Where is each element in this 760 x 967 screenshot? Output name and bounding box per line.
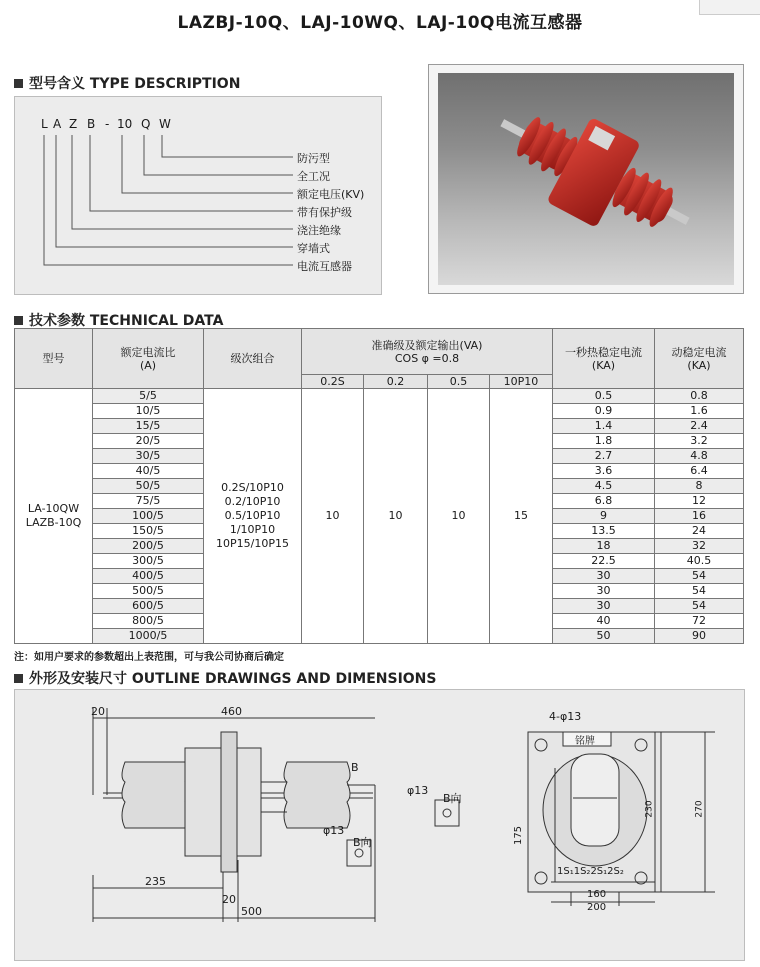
ratio-cell: 500/5: [93, 584, 204, 599]
header-model: 型号: [15, 329, 93, 389]
type-description-panel: [14, 96, 382, 295]
header-sub: 0.2: [364, 375, 428, 389]
model-cell: [15, 389, 93, 644]
header-thermal: [553, 329, 655, 389]
dynamic-cell: 3.2: [655, 434, 744, 449]
ratio-cell: 1000/5: [93, 629, 204, 644]
type-label: 浇注绝缘: [297, 224, 341, 237]
dynamic-cell: 32: [655, 539, 744, 554]
section-technical-data: [14, 310, 223, 330]
header-thermal-unit: (KA): [591, 358, 616, 372]
dynamic-cell: 1.6: [655, 404, 744, 419]
header-ratio-text: 额定电流比: [120, 345, 176, 359]
thermal-cell: 1.8: [553, 434, 655, 449]
dynamic-cell: 54: [655, 584, 744, 599]
output-cell: 10: [428, 389, 490, 644]
output-cell: 15: [490, 389, 553, 644]
thermal-cell: 0.9: [553, 404, 655, 419]
nameplate-label: 铭牌: [575, 736, 595, 747]
holes-label: 4-φ13: [549, 710, 582, 723]
type-label: 带有保护级: [297, 206, 352, 219]
type-label: 电流互感器: [297, 260, 352, 273]
dynamic-cell: 72: [655, 614, 744, 629]
dim-160: 160: [587, 889, 607, 900]
ratio-cell: 5/5: [93, 389, 204, 404]
type-label: 穿墙式: [297, 242, 330, 255]
type-code-char: Z: [69, 117, 78, 131]
header-dynamic-text: 动稳定电流: [671, 345, 727, 359]
section-heading: 型号含义 TYPE DESCRIPTION: [29, 76, 241, 92]
b-dir-label-a: B向: [353, 836, 372, 849]
header-ratio-unit: (A): [139, 358, 157, 372]
dim-235: 235: [145, 875, 166, 888]
thermal-cell: 50: [553, 629, 655, 644]
table-row: [15, 389, 744, 404]
ratio-cell: 150/5: [93, 524, 204, 539]
outline-drawing-panel: [14, 689, 745, 961]
dynamic-cell: 4.8: [655, 449, 744, 464]
dynamic-cell: 16: [655, 509, 744, 524]
ratio-cell: 15/5: [93, 419, 204, 434]
type-code-char: B: [87, 117, 96, 131]
dim-230: 230: [644, 800, 655, 818]
dynamic-cell: 90: [655, 629, 744, 644]
dynamic-cell: 54: [655, 569, 744, 584]
corner-decoration: [699, 0, 760, 15]
dynamic-cell: 12: [655, 494, 744, 509]
dim-200: 200: [587, 902, 607, 913]
technical-data-table: [14, 328, 744, 644]
type-code-char: W: [159, 117, 171, 131]
thermal-cell: 40: [553, 614, 655, 629]
dynamic-cell: 8: [655, 479, 744, 494]
phi13-label-b: φ13: [407, 784, 429, 797]
header-accuracy-text: 准确级及额定输出(VA): [371, 338, 483, 352]
thermal-cell: 30: [553, 584, 655, 599]
dim-175: 175: [513, 825, 525, 846]
combo-line: 1/10P10: [229, 523, 276, 536]
product-photo: [438, 73, 734, 285]
output-cell: 10: [364, 389, 428, 644]
thermal-cell: 0.5: [553, 389, 655, 404]
type-code-char: Q: [141, 117, 151, 131]
ratio-cell: 30/5: [93, 449, 204, 464]
b-label: B: [351, 761, 359, 774]
thermal-cell: 22.5: [553, 554, 655, 569]
product-photo-frame: [428, 64, 744, 294]
thermal-cell: 9: [553, 509, 655, 524]
dynamic-cell: 6.4: [655, 464, 744, 479]
type-code-char: 10: [117, 117, 133, 131]
model-line: LA-10QW: [27, 502, 80, 515]
type-label: 防污型: [297, 152, 330, 165]
header-sub: 10P10: [490, 375, 553, 389]
outline-drawing-lines: [15, 690, 744, 960]
header-thermal-text: 一秒热稳定电流: [565, 345, 642, 359]
ratio-cell: 300/5: [93, 554, 204, 569]
square-bullet-icon: [14, 316, 23, 325]
square-bullet-icon: [14, 674, 23, 683]
technical-data-body: [15, 389, 744, 644]
ratio-cell: 10/5: [93, 404, 204, 419]
combo-line: 0.5/10P10: [224, 509, 281, 522]
dynamic-cell: 2.4: [655, 419, 744, 434]
dim-500: 500: [241, 905, 262, 918]
ratio-cell: 40/5: [93, 464, 204, 479]
dim-20-top: 20: [91, 705, 105, 718]
ratio-cell: 200/5: [93, 539, 204, 554]
thermal-cell: 30: [553, 569, 655, 584]
b-dir-label-b: B向: [443, 792, 462, 805]
section-type-description: [14, 73, 240, 93]
ratio-cell: 600/5: [93, 599, 204, 614]
header-dynamic: [655, 329, 744, 389]
thermal-cell: 30: [553, 599, 655, 614]
combo-line: 0.2/10P10: [224, 495, 281, 508]
combo-cell: [204, 389, 302, 644]
dim-20-bottom: 20: [222, 893, 236, 906]
section-heading: 外形及安装尺寸 OUTLINE DRAWINGS AND DIMENSIONS: [29, 671, 437, 687]
header-combo: 级次组合: [204, 329, 302, 389]
section-outline-drawings: [14, 668, 436, 688]
dynamic-cell: 0.8: [655, 389, 744, 404]
thermal-cell: 4.5: [553, 479, 655, 494]
combo-line: 10P15/10P15: [216, 537, 289, 550]
page-title: LAZBJ-10Q、LAJ-10WQ、LAJ-10Q电流互感器: [177, 13, 583, 33]
thermal-cell: 3.6: [553, 464, 655, 479]
model-line: LAZB-10Q: [25, 516, 82, 529]
terminals-label: 1S₁1S₂2S₁2S₂: [557, 866, 624, 877]
type-code-char: A: [53, 117, 62, 131]
dynamic-cell: 40.5: [655, 554, 744, 569]
dynamic-cell: 24: [655, 524, 744, 539]
dim-460: 460: [221, 705, 242, 718]
thermal-cell: 6.8: [553, 494, 655, 509]
dim-270: 270: [694, 800, 705, 818]
header-sub: 0.5: [428, 375, 490, 389]
ratio-cell: 100/5: [93, 509, 204, 524]
dynamic-cell: 54: [655, 599, 744, 614]
ratio-cell: 400/5: [93, 569, 204, 584]
header-cos: COS φ =0.8: [394, 351, 460, 365]
type-label: 全工况: [297, 170, 330, 183]
ratio-cell: 800/5: [93, 614, 204, 629]
ratio-cell: 20/5: [93, 434, 204, 449]
phi13-label-a: φ13: [323, 824, 345, 837]
type-label: 额定电压(KV): [297, 188, 365, 201]
section-heading: 技术参数 TECHNICAL DATA: [29, 313, 224, 329]
header-dynamic-unit: (KA): [687, 358, 711, 372]
type-code-char: -: [105, 117, 110, 131]
output-cell: 10: [302, 389, 364, 644]
thermal-cell: 18: [553, 539, 655, 554]
header-accuracy: [302, 329, 553, 375]
table-note: 注：如用户要求的参数超出上表范围，可与我公司协商后确定: [14, 652, 284, 663]
thermal-cell: 13.5: [553, 524, 655, 539]
header-sub: 0.2S: [302, 375, 364, 389]
type-code-char: L: [41, 117, 48, 131]
combo-line: 0.2S/10P10: [221, 481, 284, 494]
ratio-cell: 75/5: [93, 494, 204, 509]
current-transformer-illustration: [438, 73, 734, 285]
thermal-cell: 2.7: [553, 449, 655, 464]
ratio-cell: 50/5: [93, 479, 204, 494]
thermal-cell: 1.4: [553, 419, 655, 434]
header-ratio: [93, 329, 204, 389]
square-bullet-icon: [14, 79, 23, 88]
